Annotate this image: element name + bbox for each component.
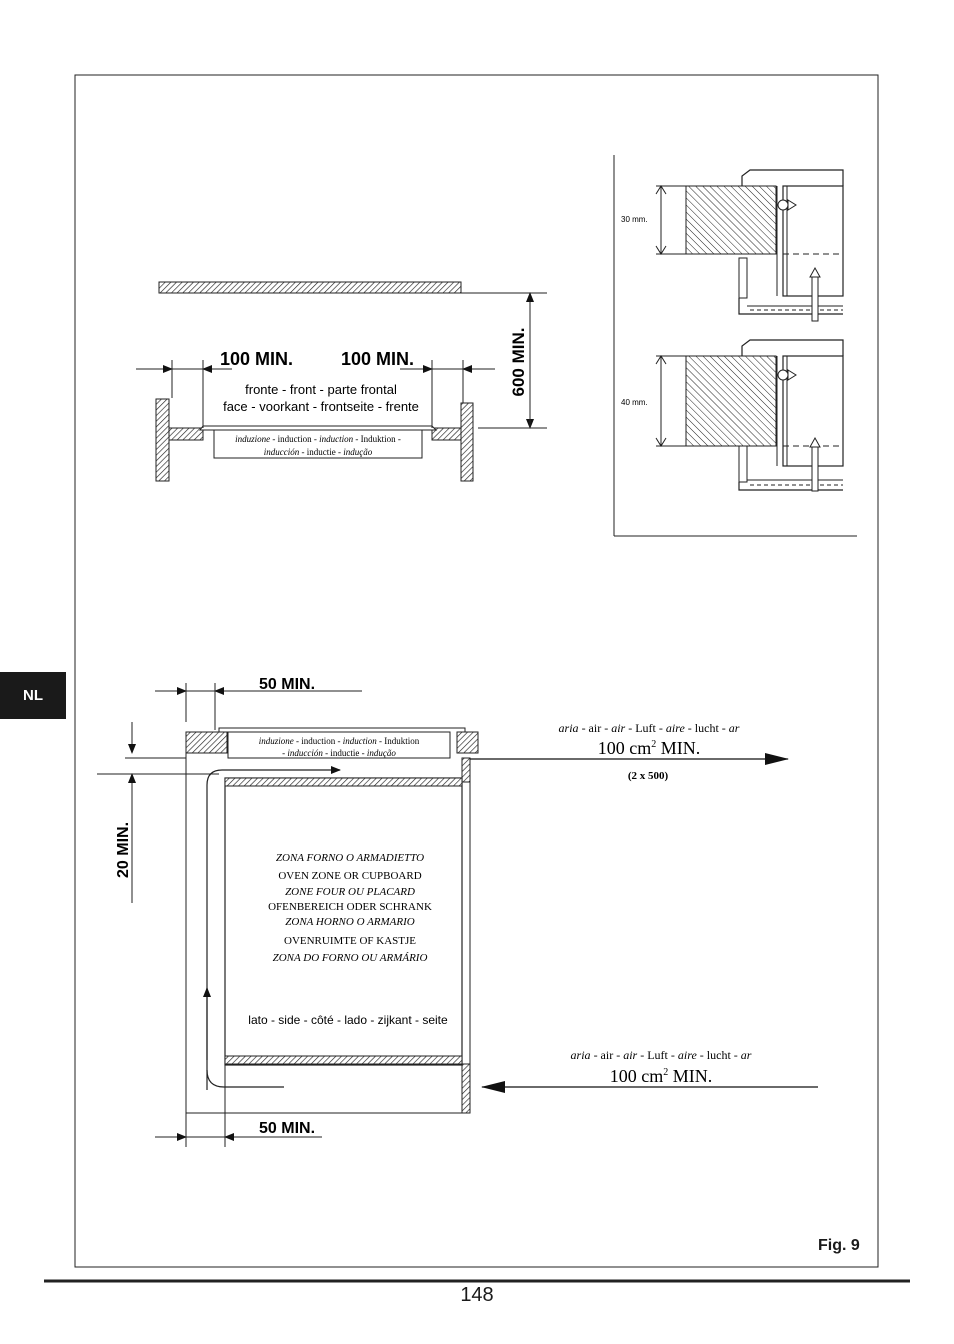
air-out-label: aria - air - air - Luft - aire - lucht - ar [558, 721, 740, 735]
air-in-area: 100 $cm^2$ MIN. [609, 1066, 713, 1086]
air-out-note: (2 x 500) [627, 770, 669, 782]
oven-zone-line-5: ZONA HORNO O ARMARIO [285, 916, 415, 928]
oven-zone-line-4: OFENBEREICH ODER SCHRANK [268, 901, 432, 913]
dim-50-min-bottom: 50 MIN. [259, 1120, 316, 1137]
front-label-line2: face - voorkant - frontseite - frente [223, 399, 419, 414]
language-tab: NL [0, 672, 66, 719]
dim-100-min-left: 100 MIN. [220, 349, 294, 369]
left-side-panel [156, 399, 169, 481]
air-in-label: aria - air - air - Luft - aire - lucht - ar [570, 1048, 752, 1062]
top-clearance-diagram [136, 282, 547, 481]
worktop-thickness-detail [614, 155, 857, 536]
ventilation-diagram [97, 676, 818, 1147]
oven-zone-line-1: ZONA FORNO O ARMADIETTO [275, 852, 425, 864]
hob-label-bottom-line1: induzione - induction - induction - Induktion [258, 736, 420, 746]
front-label-line1: fronte - front - parte frontal [245, 382, 397, 397]
oven-zone-line-3: ZONE FOUR OU PLACARD [285, 886, 415, 898]
dim-600-min: 600 MIN. [509, 327, 528, 397]
side-label: lato - side - côté - lado - zijkant - seite [248, 1013, 448, 1027]
page-number: 148 [460, 1284, 494, 1306]
figure-label: Fig. 9 [818, 1237, 860, 1254]
right-side-panel [461, 403, 473, 481]
oven-zone-line-7: ZONA DO FORNO OU ARMÁRIO [272, 952, 428, 964]
dim-50-min-top: 50 MIN. [259, 676, 316, 693]
wall-cabinet [159, 282, 461, 293]
thickness-40mm: 40 mm. [621, 398, 648, 407]
thickness-30mm: 30 mm. [621, 215, 648, 224]
dim-100-min-right: 100 MIN. [341, 349, 415, 369]
hob-label-bottom-line2: - inducción - inductie - indução [282, 748, 396, 758]
dim-20-min: 20 MIN. [115, 821, 132, 879]
air-out-area: 100 $cm^2$ MIN. [597, 738, 701, 758]
oven-zone-line-6: OVENRUIMTE OF KASTJE [284, 935, 416, 947]
oven-zone-line-2: OVEN ZONE OR CUPBOARD [278, 870, 422, 882]
hob-label-line2: inducción - inductie - indução [263, 447, 373, 457]
hob-label-line1: induzione - induction - induction - Induktion - [235, 434, 401, 444]
